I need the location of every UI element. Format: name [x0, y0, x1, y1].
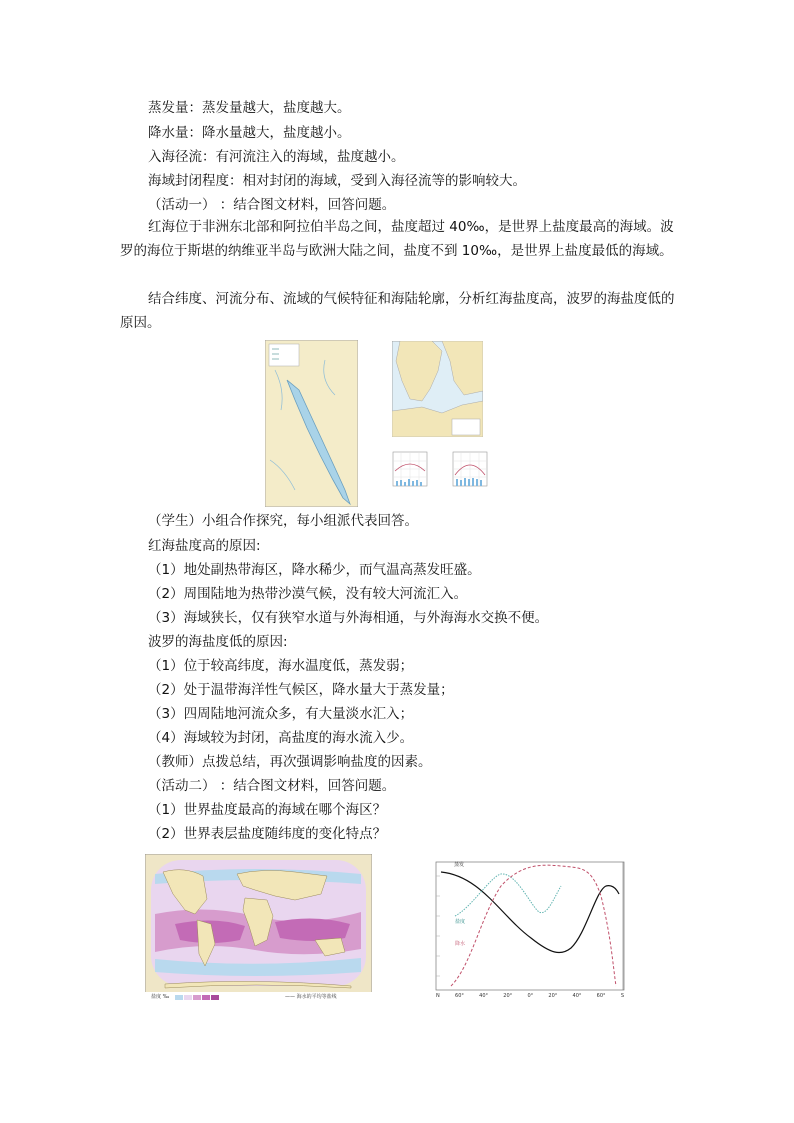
activity2-question-2: （2）世界表层盐度随纬度的变化特点？: [148, 826, 387, 842]
red-sea-reason-1: （1）地处副热带海区，降水稀少，而气温高蒸发旺盛。: [148, 562, 481, 578]
climate-chart-left: [387, 449, 433, 494]
activity2-question-1: （1）世界盐度最高的海域在哪个海区？: [148, 802, 387, 818]
chart-x-axis-ticks: [436, 993, 624, 999]
baltic-reason-2: （2）处于温带海洋性气候区，降水量大于蒸发量；: [148, 682, 454, 698]
x-tick: 60°: [455, 993, 464, 999]
x-tick: 20°: [548, 993, 558, 999]
activity1-paragraph-2: 结合纬度、河流分布、流域的气候特征和海陆轮廓，分析红海盐度高，波罗的海盐度低的原因。: [120, 291, 675, 331]
baltic-sea-map: [392, 341, 483, 437]
baltic-heading: 波罗的海盐度低的原因:: [148, 634, 288, 650]
chart-legend-evaporation: 蒸发: [454, 862, 465, 868]
red-sea-reason-3: （3）海域狭长，仅有狭窄水道与外海相通，与外海海水交换不便。: [148, 610, 549, 626]
factor-enclosure: 海域封闭程度：相对封闭的海域，受到入海径流等的影响较大。: [148, 173, 526, 189]
baltic-reason-4: （4）海域较为封闭，高盐度的海水流入少。: [148, 730, 414, 746]
red-sea-heading: 红海盐度高的原因:: [148, 538, 261, 554]
activity1-paragraph-1: 红海位于非洲东北部和阿拉伯半岛之间，盐度超过 40‰，是世界上盐度最高的海域。波罗的海位于斯堪的纳维亚半岛与欧洲大陆之间，盐度不到 10‰，是世界上盐度最低的海域。: [120, 219, 674, 259]
x-tick: N: [436, 993, 440, 999]
x-tick: 20°: [503, 993, 513, 999]
latitude-salinity-chart: [421, 856, 639, 1004]
x-tick: 40°: [572, 993, 582, 999]
red-sea-reason-2: （2）周围陆地为热带沙漠气候，没有较大河流汇入。: [148, 586, 468, 602]
x-tick: 40°: [479, 993, 489, 999]
baltic-reason-1: （1）位于较高纬度，海水温度低，蒸发弱；: [148, 658, 414, 674]
red-sea-map: [265, 340, 358, 507]
world-salinity-map: [145, 854, 372, 1004]
climate-chart-right: [447, 449, 493, 494]
factor-runoff: 入海径流：有河流注入的海域，盐度越小。: [148, 149, 405, 165]
factor-precipitation: 降水量：降水量越大，盐度越小。: [148, 125, 351, 141]
student-line: （学生）小组合作探究，每小组派代表回答。: [148, 513, 418, 529]
map-legend-label: 盐度 ‰: [151, 994, 170, 1000]
factor-evaporation: 蒸发量：蒸发量越大，盐度越大。: [148, 100, 351, 116]
x-tick: 0°: [527, 993, 534, 999]
baltic-reason-3: （3）四周陆地河流众多，有大量淡水汇入；: [148, 706, 414, 722]
x-tick: S: [620, 993, 624, 999]
chart-legend-salinity: 盐度: [455, 919, 466, 925]
teacher-line: （教师）点拨总结，再次强调影响盐度的因素。: [148, 754, 432, 770]
x-tick: 60°: [596, 993, 606, 999]
activity1-heading: （活动一） ：结合图文材料，回答问题。: [148, 197, 396, 213]
activity2-heading: （活动二） ：结合图文材料，回答问题。: [148, 778, 396, 794]
map-legend-isohaline: —— 海水的平均等盐线: [285, 994, 337, 1000]
chart-legend-precipitation: 降水: [455, 941, 466, 947]
